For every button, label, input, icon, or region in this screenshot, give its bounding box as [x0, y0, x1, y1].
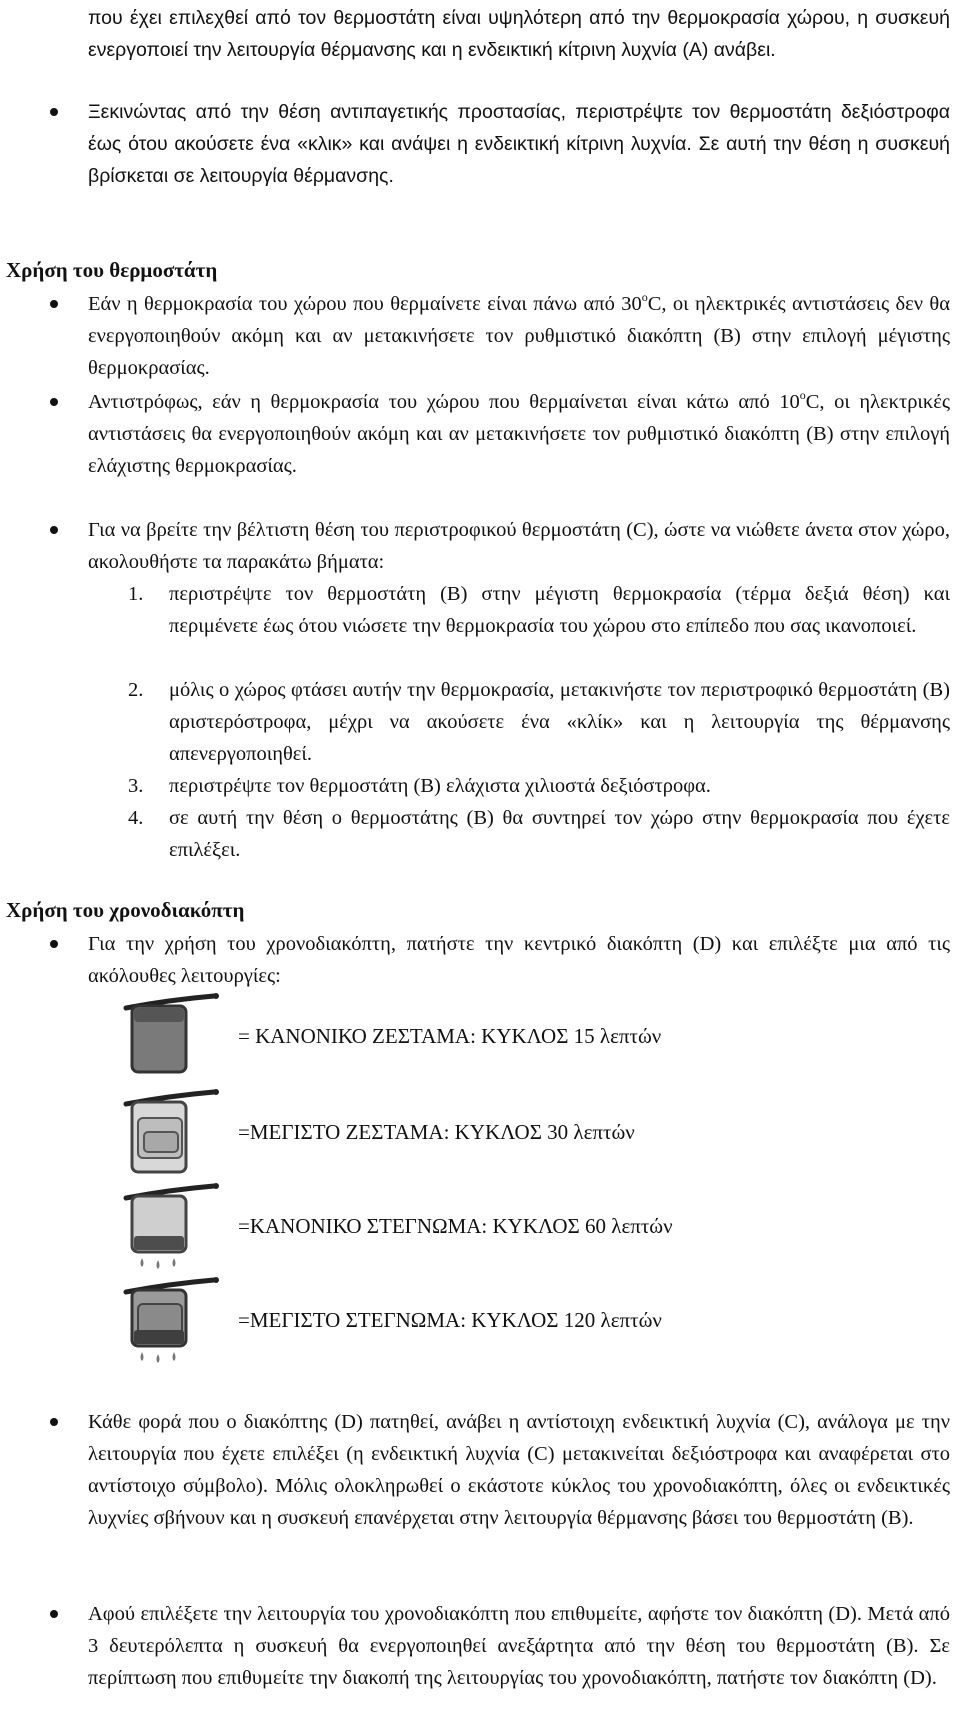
thermostat-bullet-1: Εάν η θερμοκρασία του χώρου που θερμαίνετε είναι πάνω από 30$^o$C, οι ηλεκτρικές αντιστάσεις δεν θα ενεργοποιηθούν ακόμη και αν μετακινήσετε τον ρυθμιστικό διακόπτη (Β) στην επιλογή μέγιστης θερμοκρασίας.: [88, 290, 950, 379]
bullet-icon: [50, 526, 58, 534]
step-number: 1.: [128, 583, 144, 605]
step-number: 4.: [128, 807, 144, 829]
timer-bullet-3: Αφού επιλέξετε την λειτουργία του χρονοδιακόπτη που επιθυμείτε, αφήστε τον διακόπτη (D). Μετά από 3 δευτερόλεπτα η συσκευή θα ενεργοποιηθεί ανεξάρτητα από την θέση του θερμοστάτη (Β). Σε περίπτωση που επιθυμείτε την διακοπή της λειτουργίας του χρονοδιακόπτη, πατήστε τον διακόπτη (D).: [88, 1603, 950, 1689]
timer-bullet-2: Κάθε φορά που ο διακόπτης (D) πατηθεί, ανάβει η αντίστοιχη ενδεικτική λυχνία (C), ανάλογα με την λειτουργία που έχετε επιλέξει (η ενδεικτική λυχνία (C) μετακινείται δεξιόστροφα και αναφέρεται στο αντίστοιχο σύμβολο). Μόλις ολοκληρωθεί ο εκάστοτε κύκλος του χρονοδιακόπτη, όλες οι ενδεικτικές λυχνίες σβήνουν και η συσκευή επανέρχεται στην λειτουργία θέρμανσης βάσει του θερμοστάτη (Β).: [88, 1411, 950, 1529]
step-text: περιστρέψτε τον θερμοστάτη (Β) ελάχιστα χιλιοστά δεξιόστροφα.: [169, 775, 711, 797]
bullet-icon: [50, 300, 58, 308]
step-number: 3.: [128, 775, 144, 797]
step-number: 2.: [128, 679, 144, 701]
thermostat-bullet-2: Αντιστρόφως, εάν η θερμοκρασία του χώρου που θερμαίνεται είναι κάτω από 10$^o$C, οι ηλεκτρικές αντιστάσεις θα ενεργοποιηθούν ακόμη και αν μετακινήσετε τον ρυθμιστικό διακόπτη (Β) στην επιλογή ελάχιστης θερμοκρασίας.: [88, 388, 950, 477]
intro-paragraph: που έχει επιλεχθεί από τον θερμοστάτη είναι υψηλότερη από την θερμοκρασία χώρου, η συσκευή ενεργοποιεί την λειτουργία θέρμανσης και η ενδεικτική κίτρινη λυχνία (Α) ανάβει.: [88, 7, 950, 61]
dripping-towel-icon: [118, 1182, 230, 1274]
timer-mode-row: [118, 1276, 958, 1368]
timer-mode-row: [118, 1182, 958, 1274]
bullet-icon: [50, 1418, 58, 1426]
timer-mode-label: =ΜΕΓΙΣΤΟ ΣΤΕΓΝΩΜΑ: ΚΥΚΛΟΣ 120 λεπτών: [238, 1308, 662, 1332]
step-text: περιστρέψτε τον θερμοστάτη (Β) στην μέγιστη θερμοκρασία (τέρμα δεξιά θέση) και περιμένετε έως ότου νιώσετε την θερμοκρασία του χώρου στο επίπεδο που σας ικανοποιεί.: [169, 583, 950, 637]
thermostat-bullet-3: Για να βρείτε την βέλτιστη θέση του περιστροφικού θερμοστάτη (C), ώστε να νιώθετε άνετα στον χώρο, ακολουθήστε τα παρακάτω βήματα:: [88, 519, 950, 573]
timer-mode-label: =ΚΑΝΟΝΙΚΟ ΣΤΕΓΝΩΜΑ: ΚΥΚΛΟΣ 60 λεπτών: [238, 1214, 673, 1238]
bullet-icon: [50, 940, 58, 948]
timer-mode-row: [118, 992, 958, 1084]
timer-heading: Χρήση του χρονοδιακόπτη: [6, 898, 245, 922]
timer-mode-label: = ΚΑΝΟΝΙΚΟ ΖΕΣΤΑΜΑ: ΚΥΚΛΟΣ 15 λεπτών: [238, 1024, 662, 1048]
step-text: σε αυτή την θέση ο θερμοστάτης (Β) θα συντηρεί τον χώρο στην θερμοκρασία που έχετε επιλέξει.: [169, 807, 950, 861]
timer-bullet-1: Για την χρήση του χρονοδιακόπτη, πατήστε την κεντρικό διακόπτη (D) και επιλέξτε μια από τις ακόλουθες λειτουργίες:: [88, 933, 950, 987]
stacked-towels-icon: [118, 1088, 230, 1180]
thermostat-heading: Χρήση του θερμοστάτη: [6, 258, 218, 282]
bullet-icon: [50, 108, 58, 116]
bullet-icon: [50, 1610, 58, 1618]
bullet-icon: [50, 398, 58, 406]
single-towel-icon: [118, 992, 230, 1084]
timer-mode-row: [118, 1088, 958, 1180]
dripping-stacked-towels-icon: [118, 1276, 230, 1368]
timer-mode-label: =ΜΕΓΙΣΤΟ ΖΕΣΤΑΜΑ: ΚΥΚΛΟΣ 30 λεπτών: [238, 1120, 635, 1144]
step-text: μόλις ο χώρος φτάσει αυτήν την θερμοκρασία, μετακινήστε τον περιστροφικό θερμοστάτη (Β) αριστερόστροφα, μέχρι να ακούσετε ένα «κλίκ» και η λειτουργία της θέρμανσης απενεργοποιηθεί.: [169, 679, 950, 765]
intro-bullet: Ξεκινώντας από την θέση αντιπαγετικής προστασίας, περιστρέψτε τον θερμοστάτη δεξιόστροφα έως ότου ακούσετε ένα «κλικ» και ανάψει η ενδεικτική κίτρινη λυχνία. Σε αυτή την θέση η συσκευή βρίσκεται σε λειτουργία θέρμανσης.: [88, 101, 950, 187]
